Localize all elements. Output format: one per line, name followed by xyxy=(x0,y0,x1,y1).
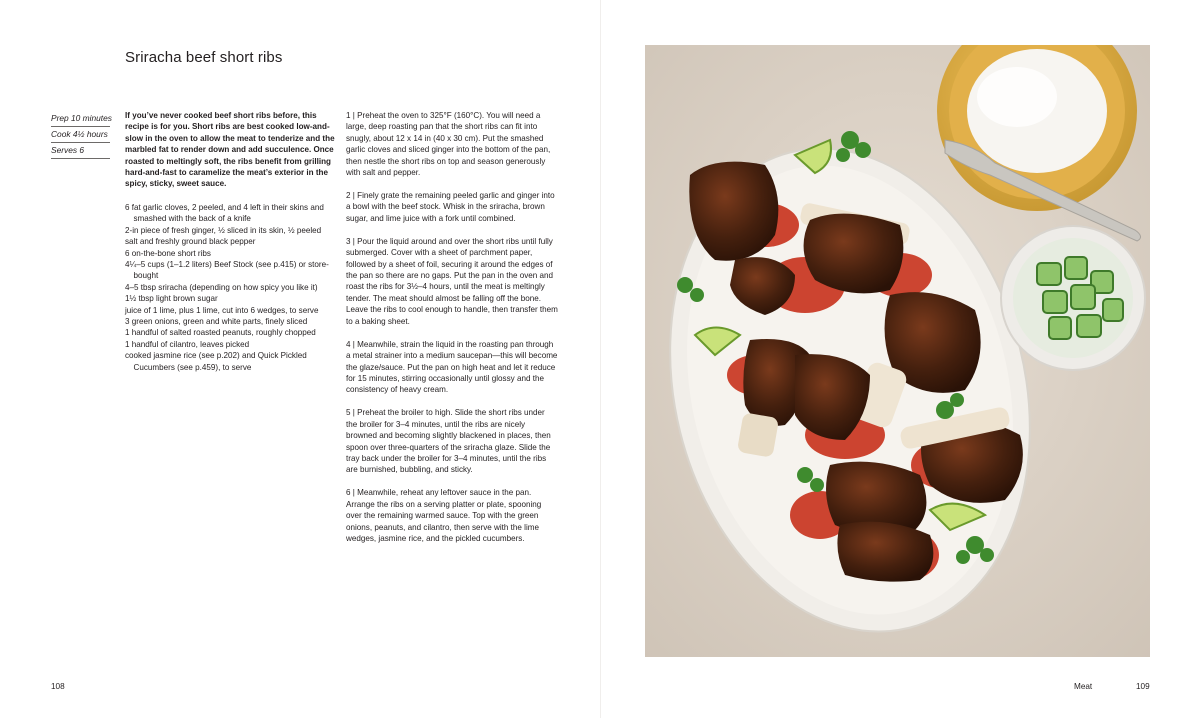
ingredient-item: 4–5 tbsp sriracha (depending on how spicy you like it) xyxy=(125,282,318,292)
method-step: 2 | Finely grate the remaining peeled garlic and ginger into a bowl with the beef stock. Whisk in the sriracha, brown sugar, and lime juice with a fork until combined. xyxy=(346,191,555,223)
ingredient-item: 4¼–5 cups (1–1.2 liters) Beef Stock (see p.415) or store-bought xyxy=(125,260,329,281)
step-number: 1 xyxy=(346,111,351,120)
page-number-left: 108 xyxy=(51,682,65,691)
ingredient-item: juice of 1 lime, plus 1 lime, cut into 6 wedges, to serve xyxy=(125,305,319,315)
page-gutter xyxy=(600,0,601,718)
food-photo xyxy=(645,45,1150,657)
step-number: 2 xyxy=(346,191,351,201)
ingredient-item: 6 fat garlic cloves, 2 peeled, and 4 left in their skins and smashed with the back of a knife xyxy=(125,203,324,224)
ingredient-item: 1 handful of cilantro, leaves picked xyxy=(125,339,250,349)
method-step: 5 | Preheat the broiler to high. Slide the short ribs under the broiler for 3–4 minutes, until the ribs are nicely browned and becoming slightly blackened in places, then spoon over three-quarters of the sriracha glaze. Slide the tray back under the broiler for 3–4 minutes, until the ribs are burnished, bubbling, and sticky. xyxy=(346,408,551,475)
page-number-right: 109 xyxy=(1136,682,1150,691)
recipe-title: Sriracha beef short ribs xyxy=(125,49,283,66)
ingredient-item: 1½ tbsp light brown sugar xyxy=(125,294,218,304)
ingredients-list xyxy=(125,202,337,373)
ingredient-item: 3 green onions, green and white parts, finely sliced xyxy=(125,317,308,327)
recipe-meta xyxy=(51,111,110,159)
ingredient-item: 1 handful of salted roasted peanuts, roughly chopped xyxy=(125,328,316,338)
ingredient-item: 2-in piece of fresh ginger, ½ sliced in its skin, ½ peeled xyxy=(125,225,322,235)
step-text: Meanwhile, reheat any leftover sauce in the pan. Arrange the ribs on a serving platter or plate, spooning over the remaining warmed sauce. Top with the green onions, peanuts, and cilantro, then serve with the lime wedges, jasmine rice, and the pickled cucumbers. xyxy=(346,488,542,543)
step-number: 3 xyxy=(346,236,351,246)
step-number: 6 xyxy=(346,488,351,498)
step-number: 5 xyxy=(346,408,351,418)
cook-time: Cook 4½ hours xyxy=(51,127,110,143)
section-name: Meat xyxy=(1074,682,1093,691)
step-text: Preheat the broiler to high. Slide the short ribs under the broiler for 3–4 minutes, until the ribs are nicely browned and becoming slightly blackened in places, then spoon over three-quarters of the sriracha glaze. Slide the tray back under the broiler for 3–4 minutes, until the ribs are burnished, bubbling, and sticky. xyxy=(346,408,551,475)
step-text: Meanwhile, strain the liquid in the roasting pan through a metal strainer into a medium saucepan—this will become the glaze/sauce. Put the pan on high heat and let it reduce for 15 minutes, stirring occasionally until glossy and the consistency of heavy cream. xyxy=(346,339,558,395)
method-step: 4 | Meanwhile, strain the liquid in the roasting pan through a metal strainer into a medium saucepan—this will become the glaze/sauce. Put the pan on high heat and let it reduce for 15 minutes, stirring occasionally until glossy and the consistency of heavy cream. xyxy=(346,339,558,395)
step-text: Finely grate the remaining peeled garlic and ginger into a bowl with the beef stock. Whisk in the sriracha, brown sugar, and lime juice with a fork until combined. xyxy=(346,191,555,223)
step-number: 4 xyxy=(346,339,351,349)
recipe-intro: If you’ve never cooked beef short ribs before, this recipe is for you. Short ribs are best cooked low-and-slow in the oven to allow the meat to tenderize and the marbled fat to render down and add succulence. Once roasted to meltingly soft, the ribs benefit from grilling hard-and-fast to caramelize the meat’s exterior in the spicy, sticky, sweet sauce. xyxy=(125,111,335,189)
method-steps xyxy=(346,110,558,556)
ingredient-item: 6 on-the-bone short ribs xyxy=(125,248,211,258)
servings: Serves 6 xyxy=(51,143,110,159)
method-step: 6 | Meanwhile, reheat any leftover sauce in the pan. Arrange the ribs on a serving platter or plate, spooning over the remaining warmed sauce. Top with the green onions, peanuts, and cilantro, then serve with the lime wedges, jasmine rice, and the pickled cucumbers. xyxy=(346,488,542,543)
step-text: Pour the liquid around and over the short ribs until fully submerged. Cover with a sheet of parchment paper, followed by a sheet of foil, securing it around the edges of the pan so there are no gaps. Put the pan in the oven and roast the ribs for 3½–4 hours, until the meat is meltingly tender. The meat should almost be falling off the bone. Leave the ribs to cool enough to handle, then transfer them to a baking sheet. xyxy=(346,236,558,326)
ingredient-item: salt and freshly ground black pepper xyxy=(125,237,256,247)
step-text: Preheat the oven to 325°F (160°C). You will need a large, deep roasting pan that the short ribs can fit into snugly, about 12 x 14 in (40 x 30 cm). Put the smashed garlic cloves and sliced ginger into the bottom of the pan, then nestle the short ribs on top and season generously with salt and pepper. xyxy=(346,111,551,178)
prep-time: Prep 10 minutes xyxy=(51,111,110,127)
method-step: 3 | Pour the liquid around and over the short ribs until fully submerged. Cover with a sheet of parchment paper, followed by a sheet of foil, securing it around the edges of the pan so there are no gaps. Put the pan in the oven and roast the ribs for 3½–4 hours, until the meat is meltingly tender. The meat should almost be falling off the bone. Leave the ribs to cool enough to handle, then transfer them to a baking sheet. xyxy=(346,236,558,326)
method-step: 1 | Preheat the oven to 325°F (160°C). You will need a large, deep roasting pan that the short ribs can fit into snugly, about 12 x 14 in (40 x 30 cm). Put the smashed garlic cloves and sliced ginger into the bottom of the pan, then nestle the short ribs on top and season generously with salt and pepper. xyxy=(346,111,551,178)
ingredient-item: cooked jasmine rice (see p.202) and Quick Pickled Cucumbers (see p.459), to serve xyxy=(125,351,307,372)
